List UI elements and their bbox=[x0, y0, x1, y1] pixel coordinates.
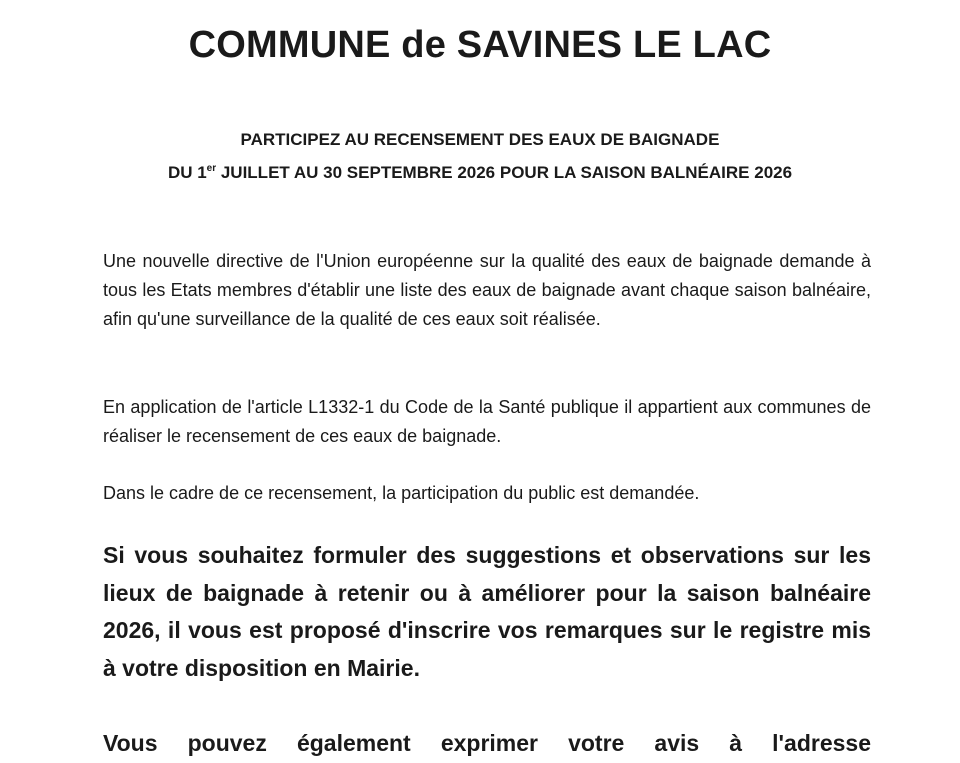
paragraph-directive: Une nouvelle directive de l'Union européenne sur la qualité des eaux de baignade demande à tous les Etats membres d'établir une liste des eaux de baignade avant chaque saison balnéaire, afin qu'une surveillance de la qualité de ces eaux soit réalisée. bbox=[103, 251, 871, 329]
subtitle-line-2-suffix: JUILLET AU 30 SEPTEMBRE 2026 POUR LA SAISON BALNÉAIRE 2026 bbox=[216, 163, 793, 182]
document-title: COMMUNE de SAVINES LE LAC bbox=[188, 24, 772, 66]
subtitle-line-2 bbox=[60, 163, 900, 183]
subtitle-line-2-superscript: er bbox=[206, 163, 217, 174]
subtitle-line-1: PARTICIPEZ AU RECENSEMENT DES EAUX DE BAIGNADE bbox=[240, 130, 720, 149]
paragraph-article: En application de l'article L1332-1 du Code de la Santé publique il appartient aux communes de réaliser le recensement de ces eaux de baignade. bbox=[103, 397, 871, 446]
bold-paragraph-address: Vous pouvez également exprimer votre avis à l'adresse bbox=[103, 730, 871, 756]
subtitle-line-2-prefix: DU 1 bbox=[167, 163, 207, 182]
paragraph-participation: Dans le cadre de ce recensement, la participation du public est demandée. bbox=[103, 483, 700, 503]
bold-paragraph-suggestions: Si vous souhaitez formuler des suggestions et observations sur les lieux de baignade à retenir ou à améliorer pour la saison balnéaire 2026, il vous est proposé d'inscrire vos remarques sur le registre mis à votre disposition en Mairie. bbox=[103, 542, 871, 681]
